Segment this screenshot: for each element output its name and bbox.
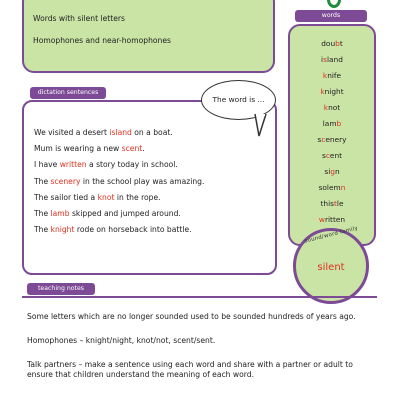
- word-part: not: [328, 103, 341, 112]
- word-item: [290, 100, 374, 116]
- sentence-part: Mum is wearing a new: [34, 144, 122, 154]
- silent-letter: k: [322, 71, 328, 80]
- sentence-part: skipped and jumped around.: [69, 208, 181, 218]
- word-item: [290, 132, 374, 148]
- dictation-panel: [22, 100, 277, 275]
- dictation-sentence: [34, 174, 204, 190]
- leaf-icon: [327, 0, 341, 8]
- objectives-panel: [22, 0, 275, 73]
- sentence-part: The: [34, 225, 51, 235]
- note-paragraph-1: Some letters which are no longer sounded used to be sounded hundreds of years ago.: [27, 312, 356, 321]
- word-item: [290, 212, 374, 228]
- sentence-part: The sailor tied a: [34, 192, 98, 202]
- word-part: this: [320, 199, 334, 208]
- word-item: [290, 196, 374, 212]
- objective-homophones: Homophones and near-homophones: [33, 36, 171, 45]
- word-part: land: [326, 55, 343, 64]
- word-part: le: [336, 199, 344, 208]
- sentence-part: We visited a desert: [34, 128, 110, 137]
- word-part: nife: [327, 71, 342, 80]
- sound-family-label: [293, 225, 369, 252]
- sound-family-word: silent: [317, 262, 345, 273]
- dictation-sentence: [34, 141, 204, 157]
- word-item: [290, 116, 374, 132]
- silent-letter: s: [323, 55, 327, 64]
- silent-letter: k: [323, 103, 329, 112]
- sentence-list: [34, 125, 204, 238]
- words-tab: words: [295, 10, 367, 22]
- word-part: ent: [329, 151, 343, 160]
- word-part: si: [324, 167, 331, 176]
- sentence-part: The: [34, 208, 51, 218]
- word-item: [290, 148, 374, 164]
- note-paragraph-3: Talk partners – make a sentence using each word and share with a partner or adult to ensure that children understand the meaning of each word.: [27, 360, 353, 379]
- word-item: [290, 52, 374, 68]
- word-part: lam: [322, 119, 337, 128]
- objective-silent-letters: Words with silent letters: [33, 14, 125, 23]
- target-word: knot: [97, 192, 115, 202]
- word-item: [290, 164, 374, 180]
- silent-letter: w: [318, 215, 325, 224]
- note-paragraph-2: Homophones – knight/night, knot/not, scent/sent.: [27, 336, 216, 345]
- dictation-sentence: [34, 125, 204, 141]
- silent-letter: k: [320, 87, 325, 96]
- word-part: s: [317, 135, 322, 144]
- word-part: t: [339, 39, 343, 48]
- silent-letter: b: [335, 39, 340, 48]
- teaching-notes-tab: teaching notes: [27, 283, 95, 295]
- target-word: written: [59, 160, 87, 170]
- word-part: dou: [321, 39, 336, 48]
- dictation-sentence: [34, 190, 204, 206]
- sentence-part: .: [142, 144, 145, 154]
- word-item: [290, 84, 374, 100]
- dictation-sentence: [34, 222, 204, 238]
- dictation-tab: dictation sentences: [30, 87, 106, 99]
- sentence-part: in the rope.: [114, 192, 161, 202]
- word-part: n: [334, 167, 340, 176]
- target-word: scenery: [50, 176, 81, 186]
- sentence-part: The: [34, 176, 51, 186]
- word-part: ritten: [324, 215, 346, 224]
- speech-bubble-text: The word is ...: [212, 95, 265, 104]
- sentence-part: a story today in school.: [86, 160, 178, 170]
- sentence-part: on a boat.: [131, 128, 173, 137]
- silent-letter: c: [325, 151, 330, 160]
- notes-divider: [22, 296, 377, 298]
- word-list: [290, 36, 374, 228]
- word-item: [290, 68, 374, 84]
- sound-family-label-text: sound/word family: [303, 225, 359, 245]
- target-word: knight: [50, 225, 75, 235]
- word-part: s: [321, 151, 326, 160]
- word-part: enery: [325, 135, 347, 144]
- words-panel: [288, 24, 376, 246]
- target-word: island: [109, 128, 132, 137]
- silent-letter: c: [321, 135, 326, 144]
- word-part: solem: [318, 183, 341, 192]
- dictation-sentence: [34, 206, 204, 222]
- word-item: [290, 180, 374, 196]
- target-word: lamb: [50, 208, 70, 218]
- word-item: [290, 36, 374, 52]
- silent-letter: b: [336, 119, 342, 128]
- silent-letter: t: [333, 199, 337, 208]
- sentence-part: I have: [34, 160, 60, 170]
- silent-letter: n: [340, 183, 346, 192]
- sentence-part: in the school play was amazing.: [80, 176, 205, 186]
- word-part: night: [324, 87, 344, 96]
- word-part: i: [321, 55, 324, 64]
- target-word: scent: [121, 144, 143, 154]
- sentence-part: rode on horseback into battle.: [74, 225, 192, 235]
- dictation-sentence: [34, 157, 204, 173]
- silent-letter: g: [330, 167, 335, 176]
